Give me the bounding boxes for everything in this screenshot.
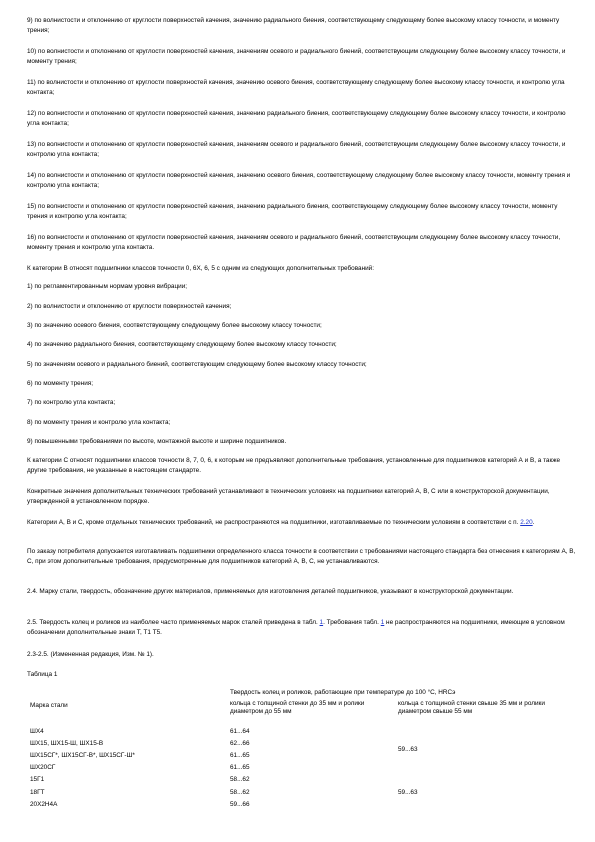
category-b-item-3: 3) по значению осевого биения, соответствующему следующему более высокому классу точности; <box>27 322 322 329</box>
hardness-column-header: Твердость колец и роликов, работающие при температуре до 100 °С, HRCэ <box>230 689 456 696</box>
paragraph-item-14: 14) по волнистости и отклонению от круглости поверхностей качения, значению осевого биения, соответствующему следующему более высокому классу точности, моменту трения и контролю угла контакта; <box>27 172 571 189</box>
clause-2-5-mid: . Требования табл. <box>323 619 381 626</box>
table-row-hardness: 61...65 <box>230 752 250 759</box>
category-b-item-1: 1) по регламентированным нормам уровня вибрации; <box>27 283 188 290</box>
table-row-grade: 15Г1 <box>30 776 45 783</box>
table-row-hardness: 61...64 <box>230 728 250 735</box>
table-row-grade: ШХ15, ШХ15-Ш, ШХ15-В <box>30 740 104 747</box>
table-row-grade: ШХ4 <box>30 728 44 735</box>
table-row-hardness-thick: 59...63 <box>398 746 418 753</box>
customer-order-paragraph: По заказу потребителя допускается изготавливать подшипники определенного класса точности в соответствии с требованиями настоящего стандарта без отнесения к категориям А, В, С, при этом дополнительные требования, предусмотренные для подшипников категорий А, В, С, не устанавливаются. <box>27 548 576 565</box>
table-caption: Таблица 1 <box>27 671 58 678</box>
paragraph-item-11: 11) по волнистости и отклонению от круглости поверхностей качения, значению осевого биения, соответствующему следующему более высокому классу точности, и контролю угла контакта; <box>27 79 565 96</box>
table-row-grade: 20Х2Н4А <box>30 801 58 808</box>
category-b-item-7: 7) по контролю угла контакта; <box>27 399 116 406</box>
paragraph-item-15: 15) по волнистости и отклонению от круглости поверхностей качения, значению радиального биения, соответствующему следующему более высокому классу точности, моменту трения и контролю угла контакта; <box>27 203 558 220</box>
clause-2-5-paragraph <box>27 618 579 638</box>
paragraph-item-12: 12) по волнистости и отклонению от круглости поверхностей качения, значению радиального биения, соответствующему следующему более высокому классу точности, и контролю угла контакта; <box>27 110 566 127</box>
category-b-intro: К категории В относят подшипники классов точности 0, 6Х, 6, 5 с одним из следующих дополнительных требований: <box>27 265 375 272</box>
paragraph-item-16: 16) по волнистости и отклонению от круглости поверхностей качения, значениям осевого и радиального биений, соответствующим следующему более высокому классу точности, моменту трения и контролю угла контакта. <box>27 234 561 251</box>
category-c-paragraph: К категории С относят подшипники классов точности 8, 7, 0, 6, к которым не предъявляют дополнительные требования, установленные для подшипников категорий А и В, а также другие требования, не указанные в настоящем стандарте. <box>27 457 561 474</box>
table-row-hardness: 61...65 <box>230 764 250 771</box>
table-row-hardness: 62...66 <box>230 740 250 747</box>
clause-2-5-tail: не распространяются на подшипники, имеющие в условном обозначении дополнительные знаки Т, Т1 Т5. <box>27 619 565 636</box>
table-row-hardness: 58...62 <box>230 776 250 783</box>
paragraph-item-10: 10) по волнистости и отклонению от круглости поверхностей качения, значениям осевого и радиального биений, соответствующим следующему более высокому классу точности, и моменту трения; <box>27 48 566 65</box>
category-b-item-2: 2) по волнистости и отклонению от круглости поверхностей качения; <box>27 303 232 310</box>
table-1-link[interactable]: 1 <box>319 619 324 626</box>
hardness-subheader-thin: кольца с толщиной стенки до 35 мм и ролики диаметром до 55 мм <box>230 700 365 716</box>
table-1-link-2[interactable]: 1 <box>380 619 385 626</box>
category-b-item-6: 6) по моменту трения; <box>27 380 94 387</box>
hardness-subheader-thick: кольца с толщиной стенки свыше 35 мм и ролики диаметром свыше 55 мм <box>398 700 545 716</box>
steel-grade-column-header: Марка стали <box>30 702 68 709</box>
categories-scope-tail: . <box>532 519 535 526</box>
amendment-note: 2.3-2.5. (Измененная редакция, Изм. № 1). <box>27 651 154 658</box>
clause-2-4-paragraph: 2.4. Марку стали, твердость, обозначение других материалов, применяемых для изготовления деталей подшипников, указывают в конструкторской документации. <box>27 588 514 595</box>
category-b-item-4: 4) по значению радиального биения, соответствующему следующему более высокому классу точности; <box>27 341 337 348</box>
table-row-grade: ШХ20СГ <box>30 764 56 771</box>
table-row-hardness: 59...66 <box>230 801 250 808</box>
table-row-grade: 18ГТ <box>30 789 45 796</box>
category-b-item-9: 9) повышенными требованиями по высоте, монтажной высоте и ширине подшипников. <box>27 438 287 445</box>
table-row-grade: ШХ15СГ*, ШХ15СГ-В*, ШХ15СГ-Ш* <box>30 752 135 759</box>
clause-2-20-link[interactable]: 2.20 <box>520 519 533 526</box>
categories-scope-paragraph <box>27 518 579 528</box>
table-row-hardness-thick: 59...63 <box>398 789 418 796</box>
category-b-item-5: 5) по значениям осевого и радиального биений, соответствующим следующему более высокому классу точности; <box>27 361 367 368</box>
categories-scope-text: Категории А, В и С, кроме отдельных технических требований, не распространяются на подшипники, изготавливаемые по техническим условиям в соответствии с п. <box>27 519 521 526</box>
paragraph-item-9: 9) по волнистости и отклонению от круглости поверхностей качения, значению радиального биения, соответствующему следующему более высокому классу точности, и моменту трения; <box>27 17 560 34</box>
paragraph-item-13: 13) по волнистости и отклонению от круглости поверхностей качения, значениям осевого и радиального биений, соответствующим следующему более высокому классу точности, и контролю угла контакта; <box>27 141 566 158</box>
clause-2-5-text: 2.5. Твердость колец и роликов из наиболее часто применяемых марок сталей приведена в табл. <box>27 619 320 626</box>
category-b-item-8: 8) по моменту трения и контролю угла контакта; <box>27 419 171 426</box>
table-row-hardness: 58...62 <box>230 789 250 796</box>
additional-requirements-paragraph: Конкретные значения дополнительных технических требований устанавливают в технических условиях на подшипники категорий А, В, С или в конструкторской документации, утвержденной в установленном порядке. <box>27 488 550 505</box>
